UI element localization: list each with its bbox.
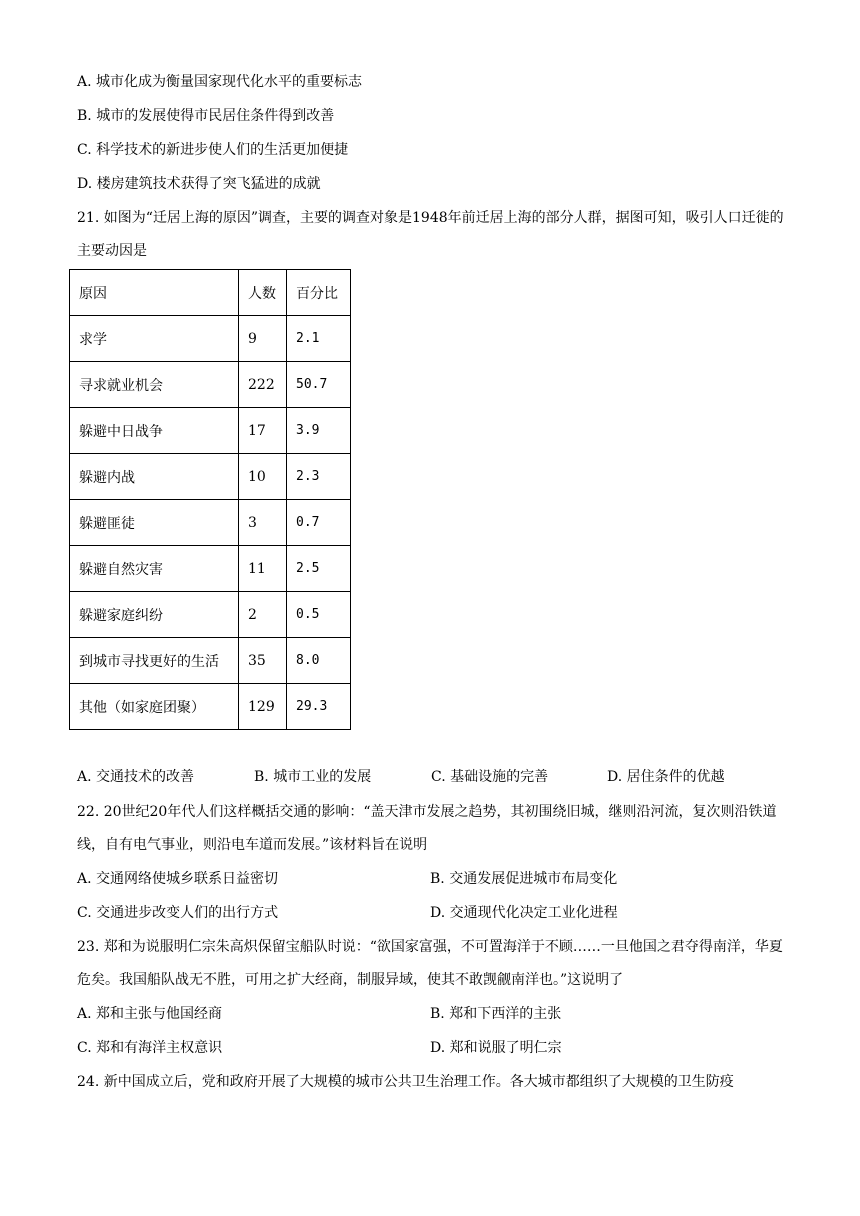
cell-percent: 29.3 <box>287 684 351 730</box>
cell-percent: 2.1 <box>287 316 351 362</box>
cell-reason: 到城市寻找更好的生活 <box>70 638 239 684</box>
cell-count: 9 <box>239 316 287 362</box>
question-21-stem: 21. 如图为“迁居上海的原因”调查，主要的调查对象是1948年前迁居上海的部分人群，据图可知，吸引人口迁徙的主要动因是 <box>77 210 784 259</box>
q23-option-c: C. 郑和有海洋主权意识 <box>77 1040 223 1056</box>
table-header-row <box>70 270 351 316</box>
table-row <box>70 316 351 362</box>
header-count: 人数 <box>239 270 287 316</box>
table-row <box>70 592 351 638</box>
cell-percent: 3.9 <box>287 408 351 454</box>
option-b: B. 城市的发展使得市民居住条件得到改善 <box>77 108 335 124</box>
table-row <box>70 684 351 730</box>
header-reason: 原因 <box>70 270 239 316</box>
q22-option-a: A. 交通网络使城乡联系日益密切 <box>77 871 279 887</box>
q23-option-a: A. 郑和主张与他国经商 <box>77 1006 223 1022</box>
cell-reason: 寻求就业机会 <box>70 362 239 408</box>
q23-option-d: D. 郑和说服了明仁宗 <box>430 1040 562 1056</box>
cell-percent: 0.5 <box>287 592 351 638</box>
q21-option-b: B. 城市工业的发展 <box>254 769 372 785</box>
cell-reason: 躲避家庭纠纷 <box>70 592 239 638</box>
question-23-stem: 23. 郑和为说服明仁宗朱高炽保留宝船队时说：“欲国家富强，不可置海洋于不顾……一旦他国之君夺得南洋，华夏危矣。我国船队战无不胜，可用之扩大经商，制服异域，使其不敢觊觎南洋也。”这说明了 <box>77 939 783 988</box>
cell-reason: 其他（如家庭团聚） <box>70 684 239 730</box>
cell-percent: 8.0 <box>287 638 351 684</box>
table-row <box>70 362 351 408</box>
table-row <box>70 500 351 546</box>
option-c: C. 科学技术的新进步使人们的生活更加便捷 <box>77 142 349 158</box>
q22-option-d: D. 交通现代化决定工业化进程 <box>430 905 618 921</box>
header-percent: 百分比 <box>287 270 351 316</box>
option-d: D. 楼房建筑技术获得了突飞猛进的成就 <box>77 176 321 192</box>
question-24-stem: 24. 新中国成立后，党和政府开展了大规模的城市公共卫生治理工作。各大城市都组织了大规模的卫生防疫 <box>77 1074 734 1090</box>
cell-count: 17 <box>239 408 287 454</box>
q23-option-b: B. 郑和下西洋的主张 <box>430 1006 562 1022</box>
cell-percent: 2.3 <box>287 454 351 500</box>
cell-count: 129 <box>239 684 287 730</box>
cell-count: 11 <box>239 546 287 592</box>
q21-option-d: D. 居住条件的优越 <box>607 769 725 785</box>
cell-count: 10 <box>239 454 287 500</box>
q21-option-a: A. 交通技术的改善 <box>77 769 195 785</box>
cell-reason: 躲避内战 <box>70 454 239 500</box>
cell-reason: 躲避匪徒 <box>70 500 239 546</box>
cell-percent: 0.7 <box>287 500 351 546</box>
table-row <box>70 638 351 684</box>
q21-option-c: C. 基础设施的完善 <box>431 769 549 785</box>
cell-count: 35 <box>239 638 287 684</box>
option-a: A. 城市化成为衡量国家现代化水平的重要标志 <box>77 74 363 90</box>
cell-percent: 2.5 <box>287 546 351 592</box>
cell-reason: 躲避自然灾害 <box>70 546 239 592</box>
table-row <box>70 546 351 592</box>
q22-option-b: B. 交通发展促进城市布局变化 <box>430 871 618 887</box>
table-row <box>70 454 351 500</box>
q22-option-c: C. 交通进步改变人们的出行方式 <box>77 905 279 921</box>
cell-count: 2 <box>239 592 287 638</box>
migration-reasons-table <box>69 269 351 730</box>
cell-count: 222 <box>239 362 287 408</box>
cell-reason: 求学 <box>70 316 239 362</box>
question-22-stem: 22. 20世纪20年代人们这样概括交通的影响：“盖天津市发展之趋势，其初围绕旧城，继则沿河流，复次则沿铁道线，自有电气事业，则沿电车道而发展。”该材料旨在说明 <box>77 804 777 853</box>
table-row <box>70 408 351 454</box>
cell-percent: 50.7 <box>287 362 351 408</box>
cell-count: 3 <box>239 500 287 546</box>
cell-reason: 躲避中日战争 <box>70 408 239 454</box>
